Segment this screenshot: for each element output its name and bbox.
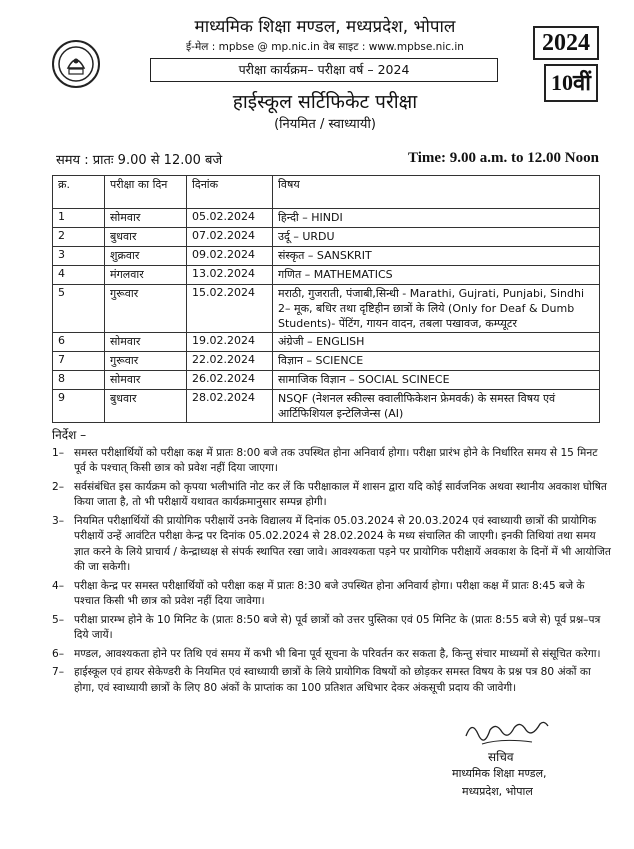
row-date: 19.02.2024 [187,333,273,352]
instruction-text: नियमित परीक्षार्थियों की प्रायोगिक परीक्षायें उनके विद्यालय में दिनांक 05.03.2024 से 20.03.2024 एवं स्वाध्यायी छात्रों की प्रायोगिक परीक्षायें उन्हें आवंटित परीक्षा केन्द्र पर दिनांक 05.02.2024 से 28.02.2024 के मध्य संचालित की जाएगी। इनकी तिथियां तथा समय ज्ञात करने के लिये प्राचार्य / केन्द्राध्यक्ष से संपर्क स्थापित रखा जावे। आवश्यकता पड़ने पर प्रायोगिक परीक्षायें अवकाश के दिनों में भी आयोजित की जा सकेगी। [74,514,611,573]
row-number: 1 [53,209,105,228]
signatory-place: मध्यप्रदेश, भोपाल [462,785,533,798]
row-subject: गणित – MATHEMATICS [273,266,600,285]
table-row [53,333,600,352]
header-date: दिनांक [187,176,273,209]
row-day: गुरूवार [105,352,187,371]
mp-board-emblem-icon [52,40,100,88]
instruction-item [52,665,612,696]
table-row [53,285,600,333]
time-english: Time: 9.00 a.m. to 12.00 Noon [408,150,599,166]
signatory-title: सचिव [488,750,514,764]
row-subject: मराठी, गुजराती, पंजाबी,सिन्धी - Marathi, Gujrati, Punjabi, Sindhi [278,287,585,300]
row-day: सोमवार [105,333,187,352]
instruction-item [52,446,612,477]
instruction-number: 3– [52,514,65,527]
table-header-row [53,176,600,209]
board-name: माध्यमिक शिक्षा मण्डल, मध्यप्रदेश, भोपाल [194,17,456,37]
row-number: 7 [53,352,105,371]
instruction-text: परीक्षा प्रारम्भ होने के 10 मिनिट के (प्रातः 8:50 बजे से) पूर्व छात्रों को उत्तर पुस्तिका एवं 05 मिनिट के (प्रातः 8:55 बजे से) पूर्व प्रश्न–पत्र दिये जायें। [74,613,601,641]
table-row [53,247,600,266]
instructions-heading: निर्देश – [52,428,87,442]
row-number: 6 [53,333,105,352]
schedule-label: परीक्षा कार्यक्रम– परीक्षा वर्ष – 2024 [150,58,498,82]
exam-subtitle: (नियमित / स्वाध्यायी) [274,117,376,132]
row-number: 3 [53,247,105,266]
instruction-number: 1– [52,446,65,459]
table-row [53,390,600,423]
instruction-item [52,579,612,610]
row-number: 2 [53,228,105,247]
row-day: सोमवार [105,371,187,390]
table-row [53,209,600,228]
contact-line: ई-मेल : mpbse @ mp.nic.in वेब साइट : www.mpbse.nic.in [186,41,464,53]
class-badge: 10वीं [544,64,598,102]
year-badge: 2024 [533,26,599,60]
row-subject-cell [273,285,600,333]
table-row [53,266,600,285]
table-row [53,371,600,390]
row-date: 13.02.2024 [187,266,273,285]
row-day: बुधवार [105,390,187,423]
row-subject: संस्कृत – SANSKRIT [273,247,600,266]
table-row [53,228,600,247]
time-hindi: समय : प्रातः 9.00 से 12.00 बजे [56,153,223,168]
row-day: शुक्रवार [105,247,187,266]
instruction-number: 7– [52,666,65,678]
instruction-text: समस्त परीक्षार्थियों को परीक्षा कक्ष में प्रातः 8:00 बजे तक उपस्थित होना अनिवार्य होगा। परीक्षा प्रारंभ होने के निर्धारित समय से 15 मिनट पूर्व के पश्चात् किसी छात्र को प्रवेश नहीं दिया जाएगा। [74,446,598,474]
table-row [53,352,600,371]
header-subject: विषय [273,176,600,209]
handwritten-signature-icon [462,714,552,752]
row-number: 4 [53,266,105,285]
row-date: 05.02.2024 [187,209,273,228]
row-date: 09.02.2024 [187,247,273,266]
row-date: 22.02.2024 [187,352,273,371]
row-day: सोमवार [105,209,187,228]
row-number: 8 [53,371,105,390]
instruction-number: 5– [52,613,65,626]
instruction-text: सर्वसंबंधित इस कार्यक्रम को कृपया भलीभांति नोट कर लें कि परीक्षाकाल में शासन द्वारा यदि कोई सार्वजनिक अथवा स्थानीय अवकाश घोषित किया जाता है, तो भी परीक्षायें यथावत कार्यक्रमानुसार सम्पन्न होगी। [74,480,607,508]
instruction-item [52,647,612,663]
row-subject: अंग्रेजी – ENGLISH [273,333,600,352]
instruction-number: 4– [52,579,65,592]
signatory-office: माध्यमिक शिक्षा मण्डल, [452,767,547,780]
instruction-text: मण्डल, आवश्यकता होने पर तिथि एवं समय में कभी भी बिना पूर्व सूचना के परिवर्तन कर सकता है, किन्तु संचार माध्यमों से संसूचित करेगा। [74,647,601,660]
instruction-text: हाईस्कूल एवं हायर सेकेण्डरी के नियमित एवं स्वाध्यायी छात्रों के लिये प्रायोगिक विषयों को छोड़कर समस्त विषय के प्रश्न पत्र 80 अंकों का होगा, एवं स्वाध्यायी छात्रों के लिए 80 अंकों के प्राप्तांक का 100 प्रतिशत अधिभार देकर अंकसूची प्रदाय की जावेगी। [74,666,591,694]
row-subject-extra: 2– मूक, बधिर तथा दृष्टिहीन छात्रों के लिये (Only for Deaf & Dumb Students)- पेंटिंग, गायन वादन, तबला पखावज, कम्प्यूटर [278,302,575,330]
instruction-item [52,514,612,576]
row-date: 26.02.2024 [187,371,273,390]
instruction-number: 6– [52,647,65,660]
header-serial: क्र. [53,176,105,209]
row-day: मंगलवार [105,266,187,285]
row-subject: विज्ञान – SCIENCE [273,352,600,371]
instruction-text: परीक्षा केन्द्र पर समस्त परीक्षार्थियों को परीक्षा कक्ष में प्रातः 8:30 बजे उपस्थित होना अनिवार्य होगा। परीक्षा कक्ष में प्रातः 8:45 बजे के पश्चात किसी भी छात्र को प्रवेश नहीं दिया जावेगा। [74,579,585,607]
instruction-item [52,613,612,644]
exam-title: हाईस्कूल सर्टिफिकेट परीक्षा [232,91,418,113]
instruction-item [52,480,612,511]
row-subject: NSQF (नेशनल स्कील्स क्वालीफिकेशन फ्रेमवर्क) के समस्त विषय एवं आर्टिफिशियल इन्टेलिजेन्स (AI) [273,390,600,423]
instruction-number: 2– [52,480,65,493]
row-subject: सामाजिक विज्ञान – SOCIAL SCINECE [273,371,600,390]
row-day: गुरूवार [105,285,187,333]
row-day: बुधवार [105,228,187,247]
row-subject: हिन्दी – HINDI [273,209,600,228]
row-subject: उर्दू – URDU [273,228,600,247]
row-date: 15.02.2024 [187,285,273,333]
row-number: 9 [53,390,105,423]
header-day: परीक्षा का दिन [105,176,187,209]
schedule-table [52,175,600,423]
instructions [52,428,612,699]
row-date: 28.02.2024 [187,390,273,423]
row-date: 07.02.2024 [187,228,273,247]
row-number: 5 [53,285,105,333]
